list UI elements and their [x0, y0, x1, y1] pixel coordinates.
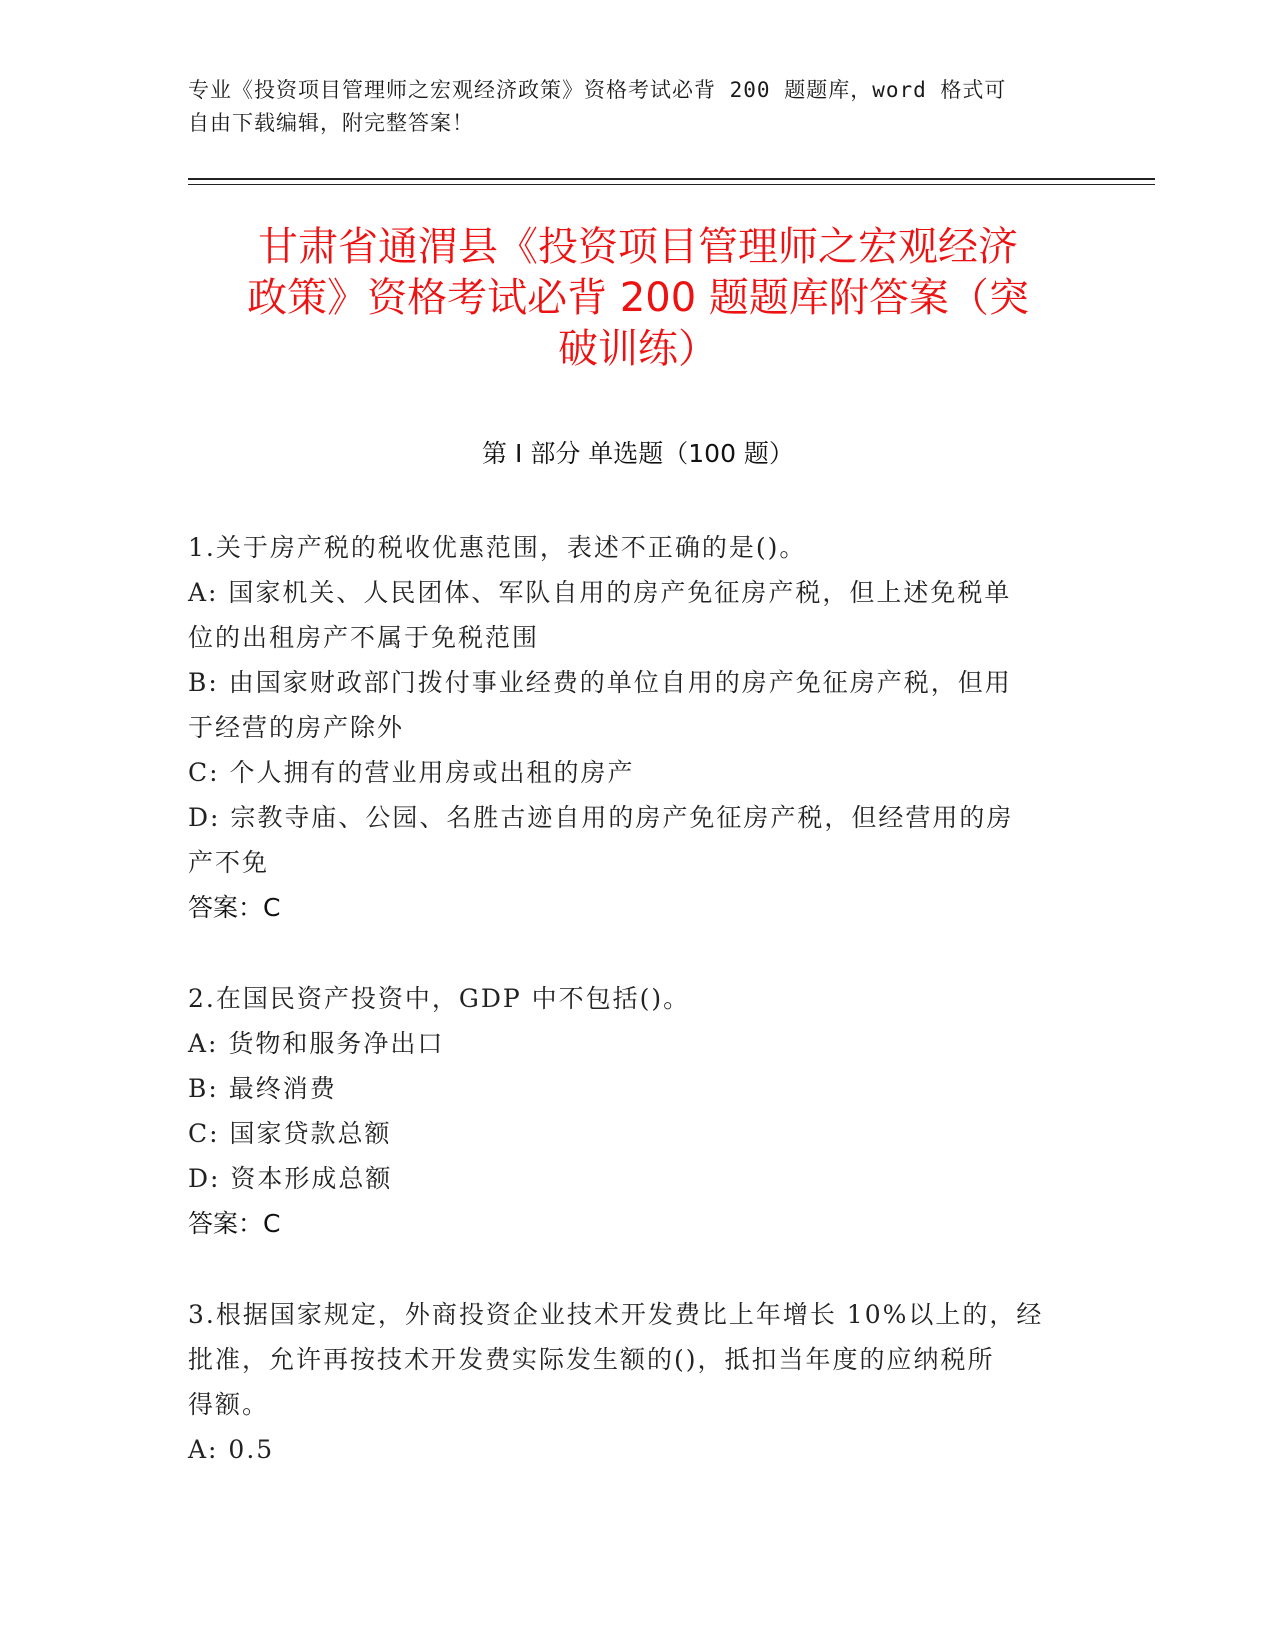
- title-line: 甘肃省通渭县《投资项目管理师之宏观经济: [258, 224, 1018, 270]
- answer-label: 答案：C: [188, 893, 281, 922]
- header-note: [188, 74, 1068, 140]
- title-line: 政策》资格考试必背 200 题题库附答案（突: [247, 275, 1029, 321]
- title-line: 破训练）: [558, 326, 718, 372]
- option-c: C: 国家贷款总额: [188, 1119, 392, 1148]
- header-note-line: 自由下载编辑，附完整答案！: [188, 111, 474, 135]
- option-d-continued: 产不免: [188, 848, 270, 877]
- option-d: D: 宗教寺庙、公园、名胜古迹自用的房产免征房产税，但经营用的房: [188, 803, 1014, 832]
- option-d: D: 资本形成总额: [188, 1164, 393, 1193]
- section-heading: 第 I 部分 单选题（100 题）: [482, 439, 794, 468]
- document-title: [188, 222, 1088, 375]
- option-b: B: 由国家财政部门拨付事业经费的单位自用的房产免征房产税，但用: [188, 668, 1012, 697]
- question-stem-continued: 得额。: [188, 1390, 270, 1419]
- option-a-continued: 位的出租房产不属于免税范围: [188, 623, 540, 652]
- option-c: C: 个人拥有的营业用房或出租的房产: [188, 758, 635, 787]
- option-a: A: 国家机关、人民团体、军队自用的房产免征房产税，但上述免税单: [188, 578, 1012, 607]
- question-stem: 2.在国民资产投资中，GDP 中不包括()。: [188, 984, 691, 1013]
- option-b-continued: 于经营的房产除外: [188, 713, 405, 742]
- question-stem: 1.关于房产税的税收优惠范围，表述不正确的是()。: [188, 533, 807, 562]
- question-list: [188, 525, 1088, 1518]
- option-a: A: 0.5: [188, 1435, 275, 1464]
- question-2: [188, 976, 1088, 1246]
- question-3: [188, 1292, 1088, 1472]
- question-stem-continued: 批准，允许再按技术开发费实际发生额的()，抵扣当年度的应纳税所: [188, 1345, 995, 1374]
- answer-label: 答案：C: [188, 1209, 281, 1238]
- question-1: [188, 525, 1088, 930]
- header-divider: [188, 178, 1155, 180]
- option-b: B: 最终消费: [188, 1074, 337, 1103]
- option-a: A: 货物和服务净出口: [188, 1029, 445, 1058]
- header-note-line: 专业《投资项目管理师之宏观经济政策》资格考试必背 200 题题库，word 格式可: [188, 78, 1007, 102]
- header-divider-thin: [188, 184, 1155, 185]
- question-stem: 3.根据国家规定，外商投资企业技术开发费比上年增长 10%以上的，经: [188, 1300, 1044, 1329]
